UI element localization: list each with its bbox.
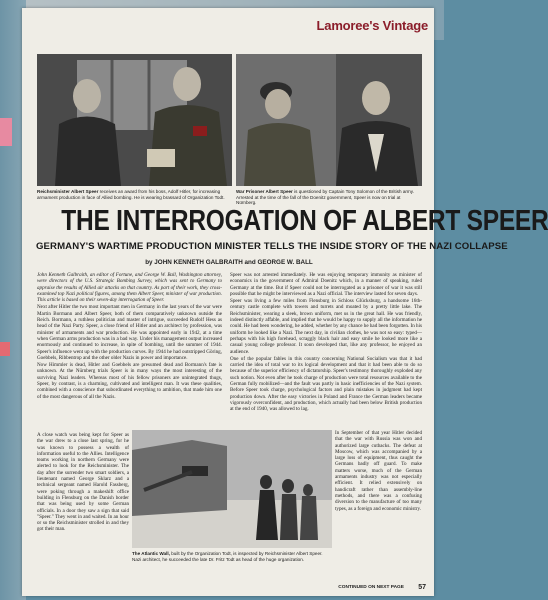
caption-photo-3-text: built by the Organization Todt, is inspected by Reichsminister Albert Speer. Nazi architect, he succeeded the late Dr. Fritz Todt as head of the huge organization. — [132, 551, 323, 562]
photo-speer-interrogation-image — [236, 54, 422, 186]
byline: by JOHN KENNETH GALBRAITH and GEORGE W. BALL — [145, 259, 313, 266]
article-paragraph: Next after Hitler the two most important men in Germany in the last years of the war were Martin Bormann and Albert Speer, both of them comparatively unknown outside the Reich. Bormann, a ruthless politician and master of intrigue, succeeded Rudolf Hess as head of the Nazi Party. Speer, a close friend of Hitler and an architect by profession, was minister of armaments and war production. He was appointed early in 1942, at a time when German arms production was in a bad way. Under his management output increased enormously and continued to increase, in spite of bombing, until the summer of 1944. Speer's influence went up with the production curves. By 1944 he had outstripped Göring, Goebbels, Ribbentrop and the other older Nazis in power and importance. — [37, 304, 222, 361]
article-paragraph: Now Himmler is dead, Hitler and Goebbels are presumed dead and Bormann's fate is unknown. At the Nürnberg trials Speer is in many ways the most interesting of the surviving Nazi leaders. Whereas most of his fellow prisoners are unintegrated thugs, Speer, by contrast, is a charming, cultivated and intelligent man. It was these qualities, combined with a conscience that subordinated everything to ambition, that made him one of the most dangerous of all the Nazis. — [37, 362, 222, 400]
caption-photo-2-text: is questioned by Captain Tony Solomon of the British army. Arrested at the time of the fall of the Doenitz government, Speer is now on trial at Nürnberg. — [236, 189, 414, 206]
magazine-page — [22, 8, 548, 596]
photo-speer-interrogation — [236, 54, 422, 186]
photo-atlantic-wall-image — [132, 430, 332, 548]
article-paragraph: Speer was not arrested immediately. He was enjoying temporary immunity as minister of economics in the government of Admiral Doenitz which, in a manner of speaking, ruled Germany at the time. But if Speer could not be interrogated as a prisoner of war it was still possible that he might be interviewed as a Nazi official. The interview lasted for seven days. — [230, 272, 422, 297]
article-column-1-lower — [37, 432, 129, 547]
caption-photo-1 — [37, 189, 232, 200]
article-column-1 — [37, 272, 222, 432]
article-paragraph: In September of that year Hitler decided that the war with Russia was won and authorized large cutbacks. The defeat at Moscow, which was accompanied by a large loss of equipment, thus caught the Germans badly off guard. To make matters worse, much of the German armaments industry was not especially efficient. It relied extensively on handicraft rather than assembly-line methods, and there was a confusing diversion to the manufacture of too many types, as a foreign and economic ministry. — [335, 430, 422, 512]
photo-hitler-award — [37, 54, 232, 186]
caption-photo-2 — [236, 189, 422, 206]
article-paragraph: A close watch was being kept for Speer as the war drew to a close last spring, for he was known to possess a wealth of information useful to the Allies. Intelligence teams working in northern Germany were alerted to look for the Reichsminister. The day after the surrender two smart soldiers, a lieutenant named George Sklarz and a technical sergeant named Harold Fassberg, were poking through a makeshift office building in Flensburg on the Danish border that was being used by some German officials. In a door they saw a sign that said "Speer." They went in and waited. In an hour or so the Reichsminister strolled in and they got their man. — [37, 432, 129, 533]
caption-photo-3-lead: The Atlantic Wall, — [132, 551, 170, 556]
article-intro: John Kenneth Galbraith, an editor of Fortune, and George W. Ball, Washington attorney, were directors of the U.S. Strategic Bombing Survey, which was sent to Germany to appraise the results of Allied air attacks on that country. As part of their work, they cross-examined top Nazi political figures, among them Albert Speer, minister of war production. This article is based on their seven-day interrogation of Speer. — [37, 272, 222, 304]
article-column-2 — [230, 272, 422, 430]
caption-photo-3 — [132, 551, 332, 562]
background-accent-2 — [0, 342, 10, 356]
background-accent — [0, 118, 12, 146]
page-number: 57 — [418, 584, 426, 591]
headline: THE INTERROGATION OF ALBERT SPEER — [61, 205, 548, 237]
caption-photo-1-lead: Reichsminister Albert Speer — [37, 189, 99, 194]
photo-hitler-award-image — [37, 54, 232, 186]
caption-photo-1-text: receives an award from his boss, Adolf Hitler, for increasing armament production in face of Allied bombing. He is wearing brassard of Organization Todt. — [37, 189, 225, 200]
photo-atlantic-wall — [132, 430, 332, 548]
article-column-2-lower — [335, 430, 422, 578]
watermark: Lamoree's Vintage — [316, 18, 428, 33]
subhead: GERMANY'S WARTIME PRODUCTION MINISTER TELLS THE INSIDE STORY OF THE NAZI COLLAPSE — [36, 241, 508, 252]
continued-note: CONTINUED ON NEXT PAGE — [338, 585, 404, 590]
article-paragraph: Speer was living a few miles from Flensburg in Schloss Glücksburg, a handsome 16th-century castle complete with towers and turrets and moated by a pretty little lake. The Reichsminister, wearing a sleek, brown uniform, met us in the great hall. He was friendly, indeed distinctly affable, and implied that he would be happy to supply all the information he could. He had been wondering, he added, whether by any chance he had been forgotten. In his uniform he looked like a Nazi. The next day, in civilian clothes, he was not so easy: typed—perhaps with his high forehead, scraggly black hair and easy smile he looked more like a casual young college professor. It soon developed that, like any professor, he enjoyed an audience. — [230, 298, 422, 355]
caption-photo-2-lead: War Prisoner Albert Speer — [236, 189, 293, 194]
article-paragraph: One of the popular fables in this country concerning National Socialism was that it had carried the idea of total war to its logical development and that it had been able to do so because of the superior efficiency of dictatorship. Speer's testimony thoroughly exploded any such notion. Not even after he took charge of production were total resources available to the German fully mobilized—and the fault was partly in basic inefficiencies of the Nazi system. Before Speer took charge, psychological factors and plain mistakes in judgment had kept production down. After the easy victories in Poland and France the German leaders became vigorously overconfident, and production, which actually had been below British production at the end of 1940, was allowed to lag. — [230, 355, 422, 413]
